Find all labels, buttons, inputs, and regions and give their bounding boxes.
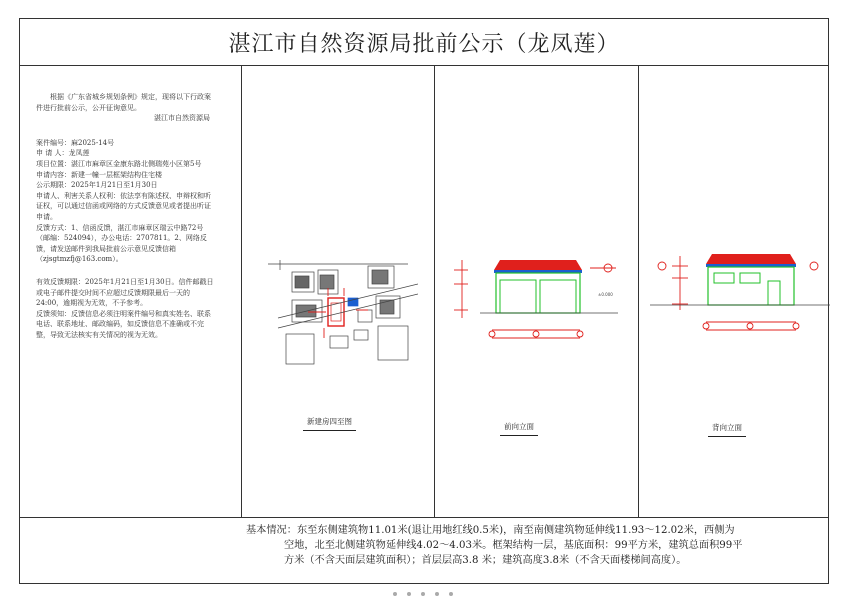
title-row xyxy=(20,19,828,66)
basic-info-label: 基本情况： xyxy=(246,525,297,536)
facade-wall xyxy=(496,273,580,313)
building-block xyxy=(378,326,408,360)
feedback-methods: 反馈方式：1、信函反馈，湛江市麻章区瑞云中路72号（邮编：524094），办公电话：2707811。2、网络反馈，请发送邮件到我局批前公示意见反馈信箱（zjsgtmzfj@163.com）。 xyxy=(36,223,207,264)
rear-elevation-drawing xyxy=(650,248,830,343)
basic-info-line1: 东至东侧建筑物11.01米(退让用地红线0.5米)，南至南侧建筑物延伸线11.93～12.02米，西侧为 xyxy=(296,525,735,536)
basic-info-line3: 方米（不含天面层建筑面积）；首层层高3.8 米；建筑高度3.8米（不含天面楼梯间高度）。 xyxy=(284,555,687,566)
axis-marker xyxy=(793,323,799,329)
boundary-line xyxy=(268,260,408,270)
page-edge-dots xyxy=(389,590,459,596)
axis-marker xyxy=(810,262,818,270)
building-block xyxy=(358,310,372,322)
application-content: 申请内容：新建一幢一层框架结构住宅楼 xyxy=(36,170,162,179)
valid-feedback-period: 有效反馈期限：2025年1月21日至1月30日。信件邮戳日或电子邮件提交时间不应超过反馈期限最后一天的24:00，逾期视为无效，不予参考。 xyxy=(36,277,214,308)
feedback-notice: 反馈须知：反馈信息必须注明案件编号和真实姓名、联系电话、联系地址、邮政编码，如反馈信息不准确或不完整，导致无法核实有关情况的视为无效。 xyxy=(36,309,211,339)
building-block xyxy=(354,330,368,340)
basic-info xyxy=(246,523,786,568)
axis-marker xyxy=(703,323,709,329)
basic-info-line2: 空地，北至北侧建筑物延伸线4.02～4.03米。框架结构一层，基底面积：99平方米，建筑总面积99平 xyxy=(284,540,743,551)
svg-text:±0.000: ±0.000 xyxy=(598,292,613,297)
building-block xyxy=(330,336,348,348)
case-number: 案件编号：麻2025-14号 xyxy=(36,138,115,147)
building-block xyxy=(372,270,388,284)
building-block xyxy=(295,276,309,288)
roof-shape xyxy=(706,254,796,264)
window xyxy=(740,273,760,283)
axis-marker xyxy=(577,331,583,337)
applicant: 申 请 人：龙凤莲 xyxy=(36,149,90,158)
axis-marker xyxy=(658,262,666,270)
notice-body xyxy=(36,92,214,340)
axis-marker xyxy=(489,331,495,337)
axis-marker xyxy=(747,323,753,329)
front-elevation-caption: 前向立面 xyxy=(500,421,538,436)
new-house-inner xyxy=(331,303,341,321)
road-line xyxy=(278,284,418,318)
notice-period: 公示期限：2025年1月21日至1月30日 xyxy=(36,181,158,190)
notice-signature: 湛江市自然资源局 xyxy=(154,114,210,123)
roof-shape xyxy=(494,260,582,270)
building-block xyxy=(320,275,334,289)
window xyxy=(714,273,734,283)
site-plan-caption: 新建房四至图 xyxy=(303,416,356,431)
dimension-lines xyxy=(308,288,368,338)
rear-elevation-caption: 背向立面 xyxy=(708,422,746,437)
project-location: 项目位置：湛江市麻章区金康东路北侧瑞苑小区第5号 xyxy=(36,159,202,168)
building-block xyxy=(286,334,314,364)
site-plan-drawing xyxy=(268,248,418,383)
axis-marker xyxy=(533,331,539,337)
garage-door xyxy=(540,280,576,313)
building-block xyxy=(380,300,394,314)
notice-intro: 根据《广东省城乡规划条例》规定，现将以下行政案件进行批前公示，公开征询意见。 xyxy=(36,93,211,112)
page-title: 湛江市自然资源局批前公示（龙凤莲） xyxy=(228,31,620,57)
front-elevation-drawing xyxy=(440,250,620,345)
rear-door xyxy=(768,281,780,305)
garage-door xyxy=(500,280,536,313)
applicant-rights: 申请人、利害关系人权利：依法享有陈述权、申辩权和听证权，可以通过信函或网络的方式反馈意见或者提出听证申请。 xyxy=(36,191,211,221)
